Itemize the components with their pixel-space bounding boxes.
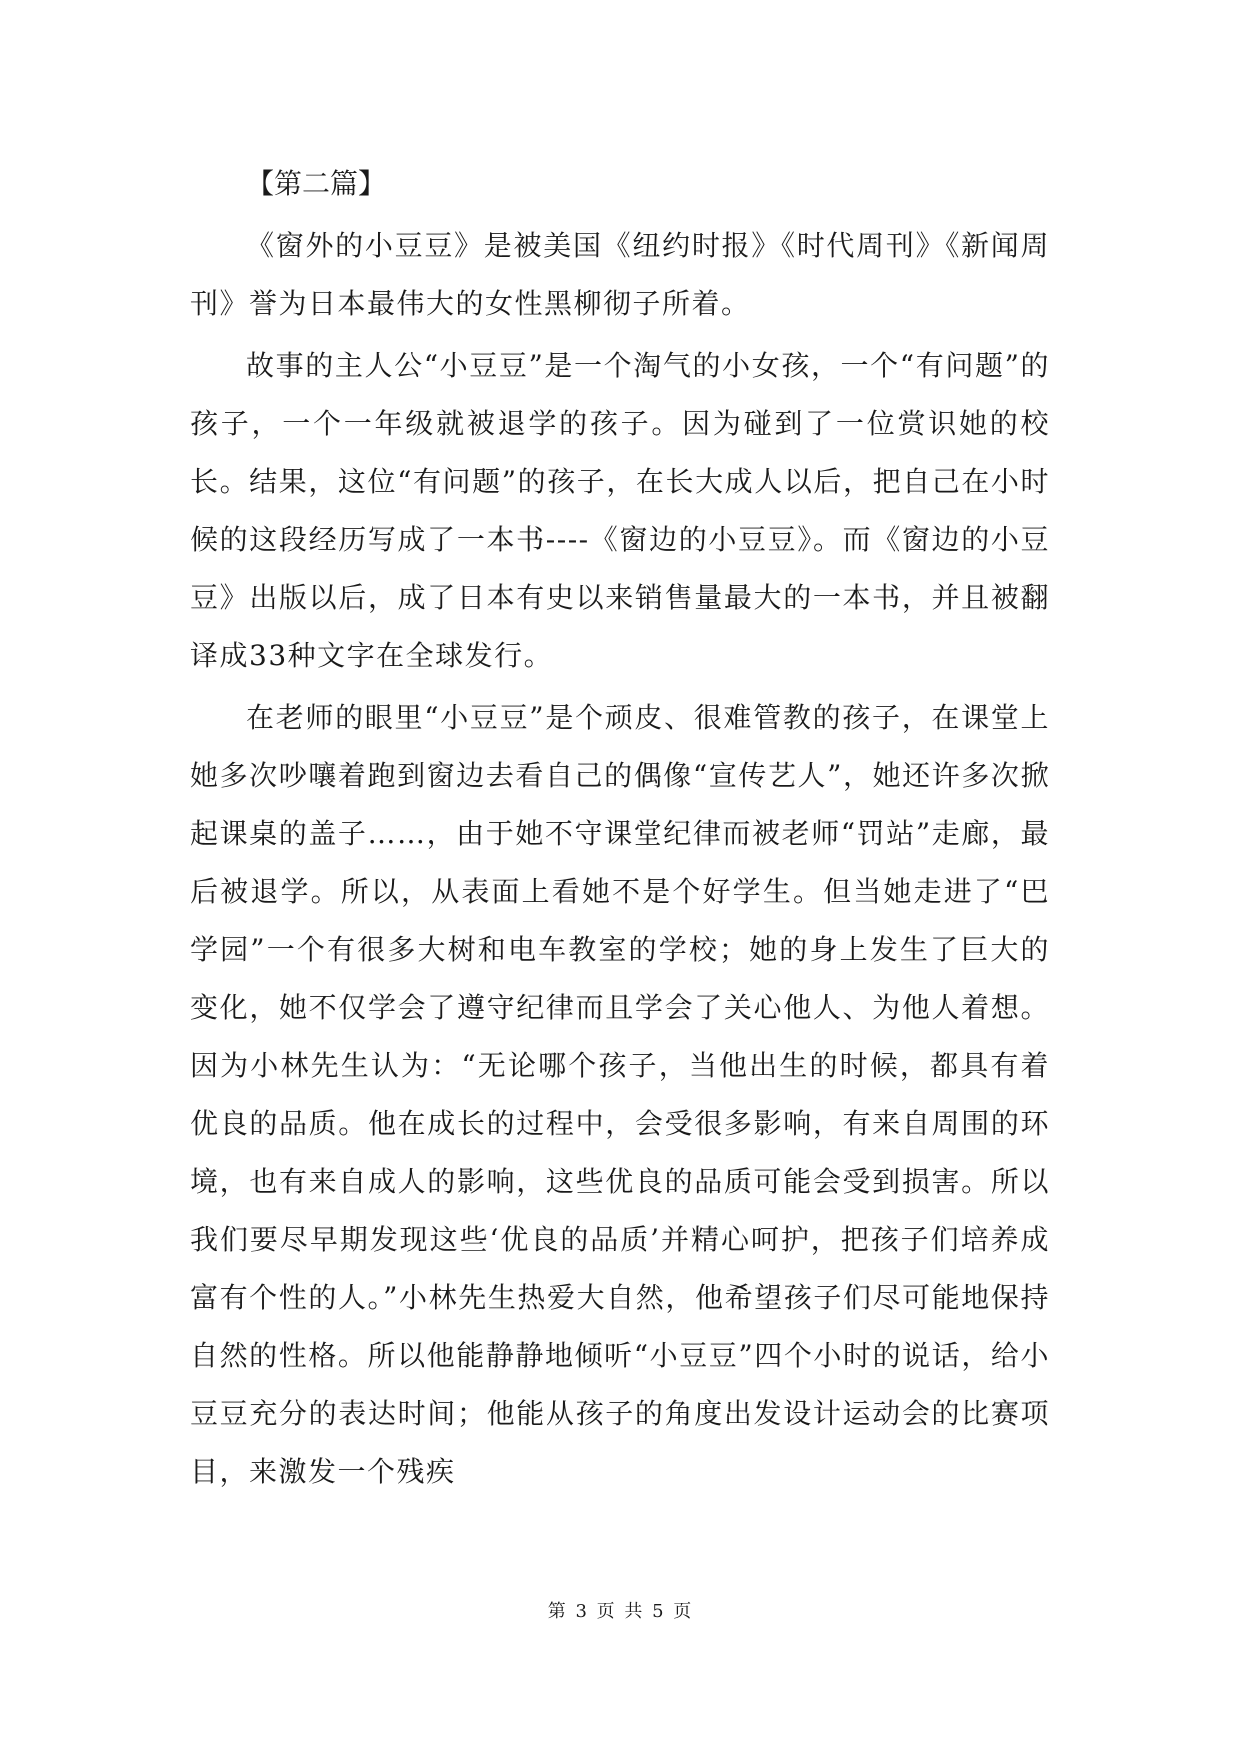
section-heading: 【第二篇】 [246, 167, 387, 200]
document-body [190, 155, 1050, 1505]
paragraph-intro: 《窗外的小豆豆》是被美国《纽约时报》《时代周刊》《新闻周刊》誉为日本最伟大的女性黑柳彻子所着。 [190, 229, 1050, 320]
paragraph-story: 故事的主人公“小豆豆”是一个淘气的小女孩，一个“有问题”的孩子，一个一年级就被退学的孩子。因为碰到了一位赏识她的校长。结果，这位“有问题”的孩子，在长大成人以后，把自己在小时候的这段经历写成了一本书----《窗边的小豆豆》。而《窗边的小豆豆》出版以后，成了日本有史以来销售量最大的一本书，并且被翻译成33种文字在全球发行。 [190, 349, 1050, 672]
page-number-footer: 第 3 页 共 5 页 [547, 1601, 694, 1622]
paragraph-teacher: 在老师的眼里“小豆豆”是个顽皮、很难管教的孩子，在课堂上她多次吵嚷着跑到窗边去看自己的偶像“宣传艺人”，她还许多次掀起课桌的盖子……，由于她不守课堂纪律而被老师“罚站”走廊，最后被退学。所以，从表面上看她不是个好学生。但当她走进了“巴学园”一个有很多大树和电车教室的学校；她的身上发生了巨大的变化，她不仅学会了遵守纪律而且学会了关心他人、为他人着想。因为小林先生认为：“无论哪个孩子，当他出生的时候，都具有着优良的品质。他在成长的过程中，会受很多影响，有来自周围的环境，也有来自成人的影响，这些优良的品质可能会受到损害。所以我们要尽早期发现这些‘优良的品质’并精心呵护，把孩子们培养成富有个性的人。”小林先生热爱大自然，他希望孩子们尽可能地保持自然的性格。所以他能静静地倾听“小豆豆”四个小时的说话，给小豆豆充分的表达时间；他能从孩子的角度出发设计运动会的比赛项目，来激发一个残疾 [190, 701, 1050, 1488]
